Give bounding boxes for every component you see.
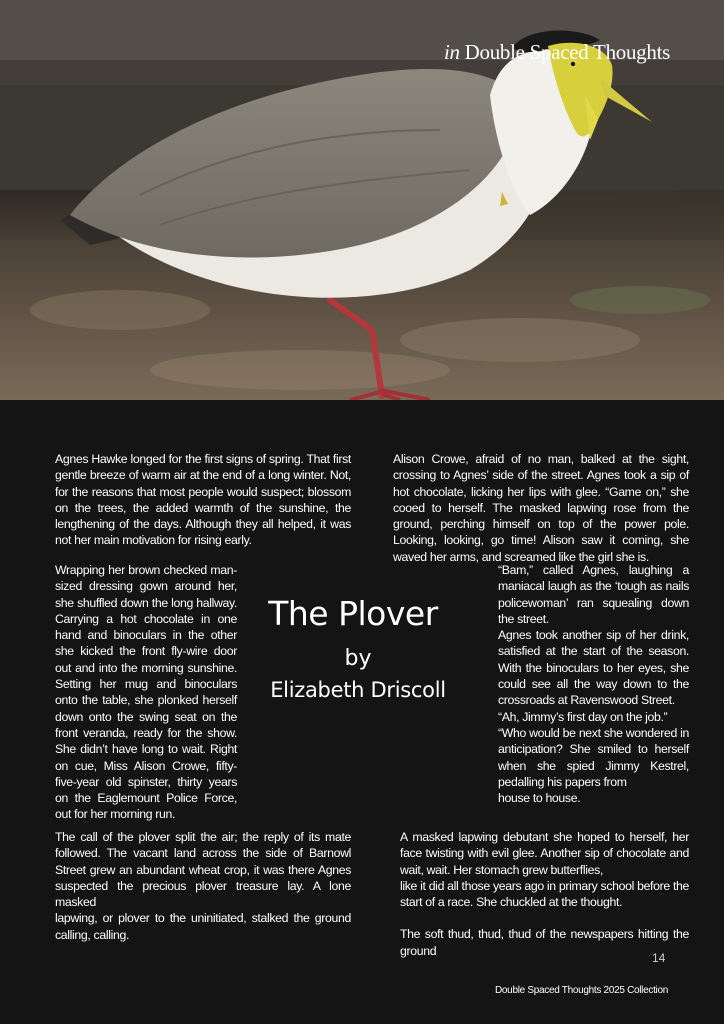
magazine-title: in Double Spaced Thoughts	[443, 40, 670, 64]
page-number: 14	[652, 951, 666, 965]
left-paragraph-2: Wrapping her brown checked man-sized dressing gown around her, she shuffled down the long hallway. Carrying a hot chocolate in one hand and binoculars in the other she kicked the front fly-wire door out and into the morning sunshine. Setting her mug and binoculars onto the table, she plonked herself down onto the swing seat on the front veranda, ready for the show. She didn’t have long to wait. Right on cue, Miss Alison Crowe, fifty-five-year old spinster, thirty years on the Eaglemount Police Force, out for her morning run.	[55, 563, 237, 822]
left-paragraph-1: Agnes Hawke longed for the first signs of spring. That first gentle breeze of warm air at the end of a long winter. Not, for the reasons that most people would suspect; blossom on the trees, the added warmth of the sunshine, the lengthening of the days. Although they all helped, it was not her main motivation for rising early.	[55, 452, 351, 548]
left-paragraph-3: The call of the plover split the air; the reply of its mate followed. The vacant land across the side of Barnowl Street grew an abundant wheat crop, it was there Agnes suspected the precious plover treasure lay. A lone masked lapwing, or plover to the uninitiated, stalked the ground calling, calling.	[55, 830, 351, 942]
author-name: Elizabeth Driscoll	[270, 678, 446, 702]
story-title: The Plover	[268, 594, 438, 633]
byline-by: by	[344, 646, 372, 671]
right-paragraph-2: “Bam,” called Agnes, laughing a maniacal laugh as the ‘tough as nails policewoman’ ran squealing down the street. Agnes took another sip of her drink, satisfied at the start of the season. With the binoculars to her eyes, she could see all the way down to the crossroads at Ravenswood Street. “Ah, Jimmy’s first day on the job.” “Who would be next she wondered in anticipation? She smiled to herself when she spied Jimmy Kestrel, pedalling his papers from house to house.	[498, 563, 689, 806]
right-paragraph-1: Alison Crowe, afraid of no man, balked at the sight, crossing to Agnes’ side of the street. Agnes took a sip of hot chocolate, licking her lips with glee. “Game on,” she cooed to herself. The masked lapwing rose from the ground, perching himself on top of the power pole. Looking, looking, go time! Alison saw it coming, she waved her arms, and screamed like the girl she is.	[393, 452, 689, 564]
footer-text: Double Spaced Thoughts 2025 Collection	[495, 985, 668, 996]
plover-photo	[0, 0, 724, 400]
right-paragraph-3: A masked lapwing debutant she hoped to herself, her face twisting with evil glee. Another sip of chocolate and wait, wait. Her stomach grew butterflies, like it did all those years ago in primary school before the start of a race. She chuckled at the thought. The soft thud, thud, thud of the newspapers hitting the ground	[400, 830, 689, 958]
